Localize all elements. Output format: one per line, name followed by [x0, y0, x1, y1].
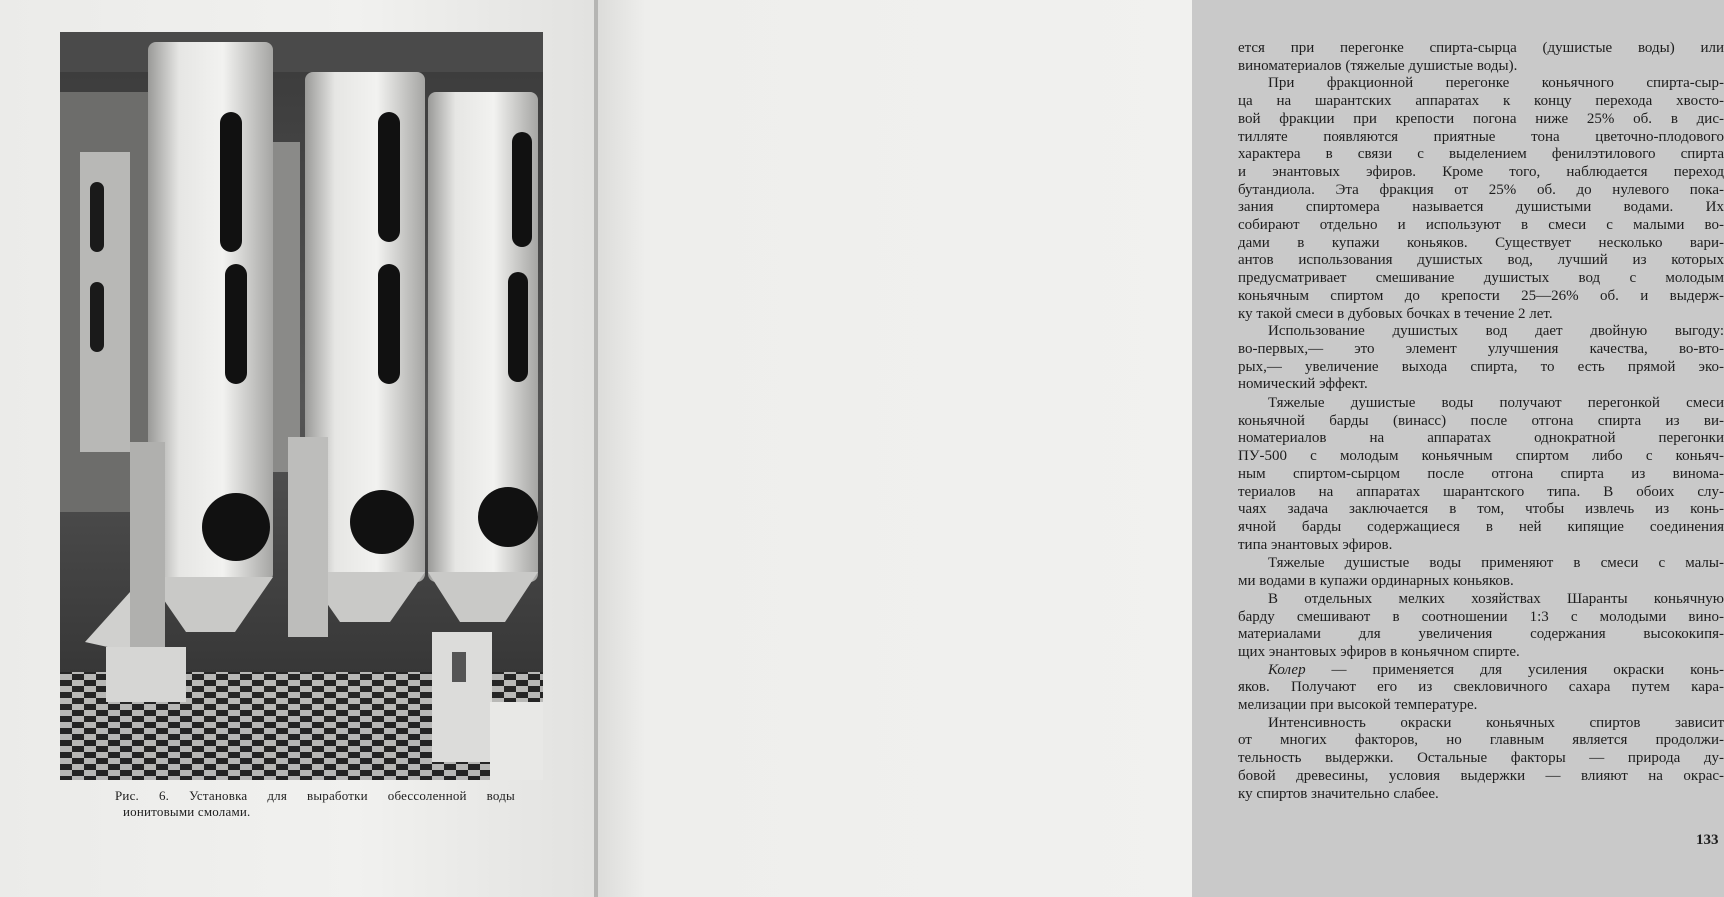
- text-line: Интенсивность окраски коньячных спиртов зависит: [1268, 714, 1724, 731]
- text-line: коньячной барды (винасс) после отгона спирта из ви-: [1238, 412, 1724, 429]
- term-kolyer: Колер: [1268, 661, 1306, 678]
- text-line: ку спиртов значительно слабее.: [1238, 785, 1439, 802]
- text-line: коньячным спиртом до крепости 25—26% об. и выдерж-: [1238, 287, 1724, 304]
- right-page: [598, 0, 1724, 897]
- text-line: бовой древесины, условия выдержки — влияют на окрас-: [1238, 767, 1724, 784]
- text-line: ется при перегонке спирта-сырца (душистые воды) или: [1238, 40, 1724, 56]
- text-line: щих энантовых эфиров в коньячном спирте.: [1238, 643, 1520, 660]
- caption-line-2: ионитовыми смолами.: [123, 804, 251, 819]
- text-line: ку такой смеси в дубовых бочках в течение 2 лет.: [1238, 305, 1553, 322]
- text-line: При фракционной перегонке коньячного спирта-сыр-: [1268, 75, 1724, 92]
- text-line: антов использования душистых вод, лучший из которых: [1238, 252, 1724, 269]
- text-line: яков. Получают его из свекловичного сахара путем кара-: [1238, 679, 1724, 696]
- text-line: Тяжелые душистые воды применяют в смеси с малы-: [1268, 555, 1724, 572]
- text-line: зания спиртомера называется душистыми водами. Их: [1238, 199, 1724, 216]
- text-line: вой фракции при крепости погона ниже 25% об. в дис-: [1238, 110, 1724, 127]
- text-line: во-первых,— это элемент улучшения качества, во-вто-: [1238, 340, 1724, 357]
- text-line: материалами для увеличения содержания высококипя-: [1238, 626, 1724, 643]
- text-line: номатериалов на аппаратах однократной перегонки: [1238, 430, 1724, 447]
- text-line: рых,— увеличение выхода спирта, то есть прямой эко-: [1238, 358, 1724, 375]
- text-line: и энантовых эфиров. Кроме того, наблюдается переход: [1238, 163, 1724, 180]
- text-line: ным спиртом-сырцом после отгона спирта из винома-: [1238, 465, 1724, 482]
- text-line: типа энантовых эфиров.: [1238, 536, 1393, 553]
- text-line: ПУ-500 с молодым коньячным спиртом либо с коньяч-: [1238, 448, 1724, 465]
- text-line-kolyer: [1238, 662, 1724, 680]
- text-line: тилляте появляются приятные тона цветочно-плодового: [1238, 128, 1724, 145]
- text-line: бутандиола. Эта фракция от 25% об. до нулевого пока-: [1238, 181, 1724, 198]
- text-line: Тяжелые душистые воды получают перегонкой смеси: [1268, 395, 1724, 412]
- text-line: мелизации при высокой температуре.: [1238, 697, 1478, 714]
- text-line: дами в купажи коньяков. Существует несколько вари-: [1238, 234, 1724, 251]
- left-page: [0, 0, 594, 897]
- text-line: от многих факторов, но главным является продолжи-: [1238, 732, 1724, 749]
- text-line: ми водами в купажи ординарных коньяков.: [1238, 573, 1514, 590]
- text-line: виноматериалов (тяжелые душистые воды).: [1238, 57, 1518, 74]
- text-line: тельность выдержки. Остальные факторы — природа ду-: [1238, 750, 1724, 767]
- text-line: собирают отдельно и используют в смеси с малыми во-: [1238, 217, 1724, 234]
- text-line: Использование душистых вод дает двойную выгоду:: [1268, 323, 1724, 340]
- text-line: ячной барды содержащиеся в ней кипящие соединения: [1238, 518, 1724, 535]
- text-line: териалов на аппаратах шарантского типа. В обоих слу-: [1238, 483, 1724, 500]
- figure-caption: [115, 788, 515, 820]
- text-fragment: — применяется для усиления окраски конь-: [1305, 661, 1724, 678]
- text-line: ца на шарантских аппаратах к концу перехода хвосто-: [1238, 93, 1724, 110]
- text-line: чаях задача заключается в том, чтобы извлечь из конь-: [1238, 501, 1724, 518]
- text-line: номический эффект.: [1238, 376, 1368, 393]
- text-line: предусматривает смешивание душистых вод с молодым: [1238, 270, 1724, 287]
- text-line: В отдельных мелких хозяйствах Шаранты коньячную: [1268, 590, 1724, 607]
- text-line: характера в связи с выделением фенилэтилового спирта: [1238, 146, 1724, 163]
- text-line: барду смешивают в соотношении 1:3 с молодыми вино-: [1238, 608, 1724, 625]
- caption-line-1: Рис. 6. Установка для выработки обессоленной воды: [115, 788, 515, 803]
- body-text: [1238, 40, 1724, 803]
- figure-photo: [60, 32, 543, 780]
- page-number: 133: [1696, 832, 1719, 848]
